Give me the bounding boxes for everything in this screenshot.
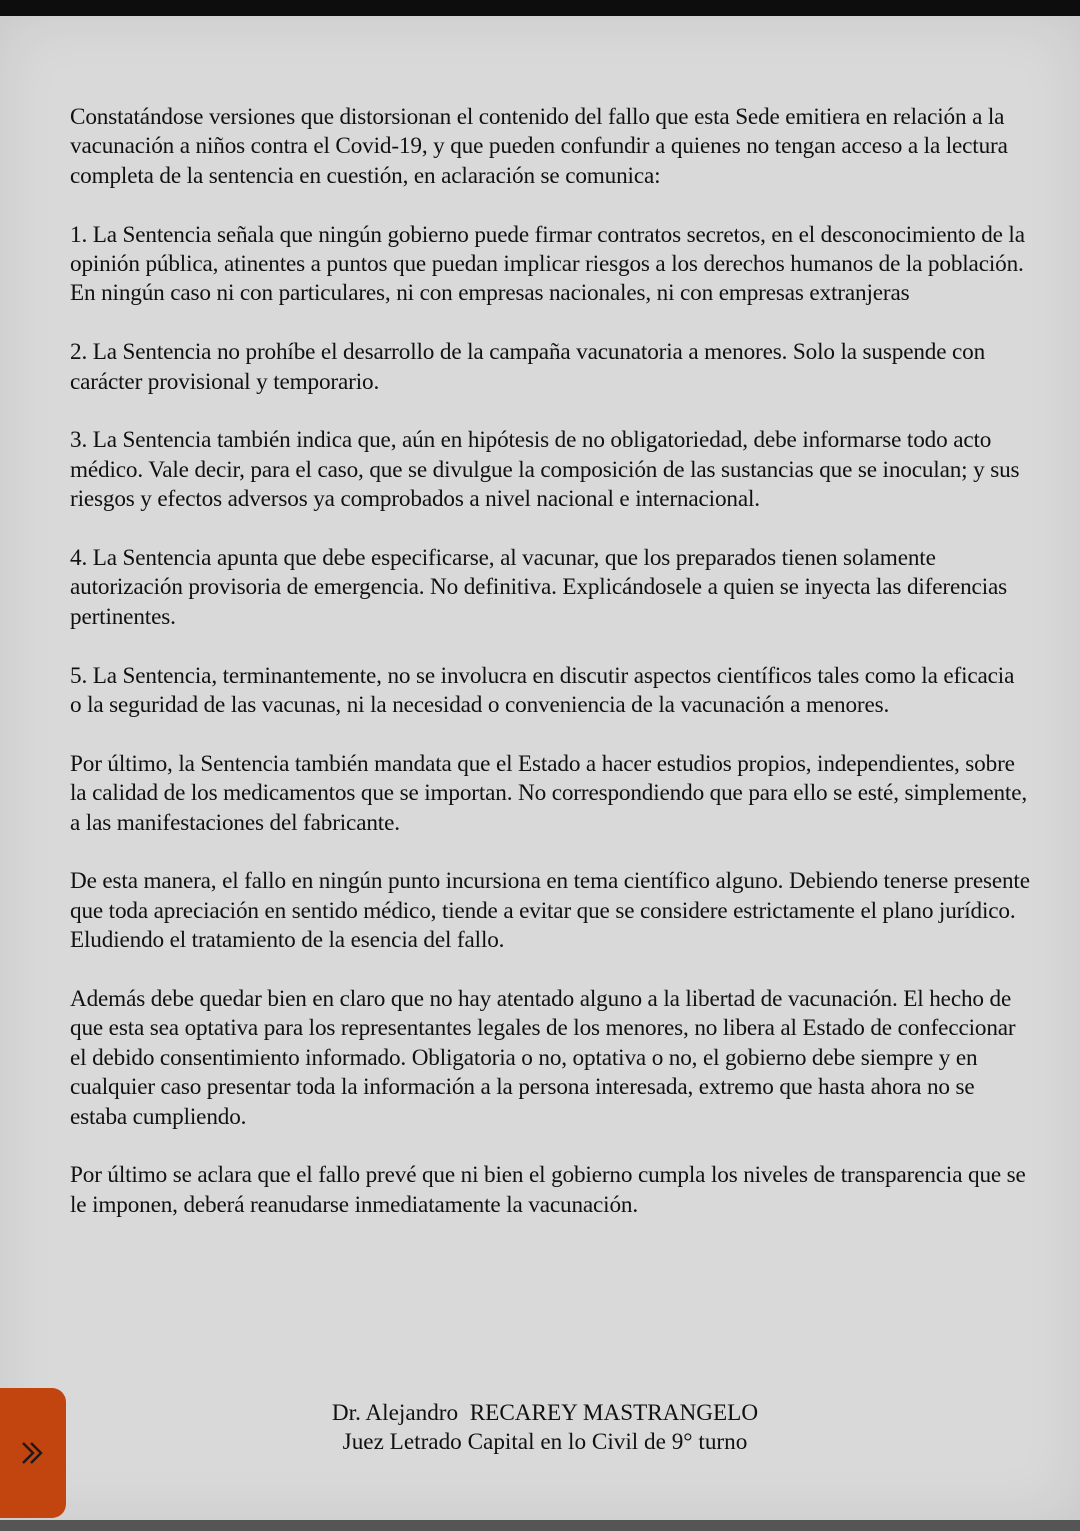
document-body <box>70 103 1030 1250</box>
paragraph-cientifico: De esta manera, el fallo en ningún punto incursiona en tema científico alguno. Debiendo tenerse presente que toda apreciación en sentido médico, tiende a evitar que se considere estrictamente el plano jurídico. Eludiendo el tratamiento de la esencia del fallo. <box>70 868 1030 954</box>
paragraph-point-1: 1. La Sentencia señala que ningún gobierno puede firmar contratos secretos, en el desconocimiento de la opinión pública, atinentes a puntos que puedan implicar riesgos a los derechos humanos de la población. En ningún caso ni con particulares, ni con empresas nacionales, ni con empresas extranjeras <box>70 221 1025 307</box>
top-bar <box>0 0 1080 16</box>
bottom-bar <box>0 1520 1080 1531</box>
paragraph-estudios: Por último, la Sentencia también mandata que el Estado a hacer estudios propios, independientes, sobre la calidad de los medicamentos que se importan. No correspondiendo que para ello se esté, simplemente, a las manifestaciones del fabricante. <box>70 750 1027 836</box>
signature-block <box>250 1399 840 1458</box>
paragraph-libertad: Además debe quedar bien en claro que no hay atentado alguno a la libertad de vacunación. El hecho de que esta sea optativa para los representantes legales de los menores, no libera al Estado de confeccionar el debido consentimiento informado. Obligatoria o no, optativa o no, el gobierno debe siempre y en cualquier caso presentar toda la información a la persona interesada, extremo que hasta ahora no se estaba cumpliendo. <box>70 986 1016 1130</box>
paragraph-point-3: 3. La Sentencia también indica que, aún en hipótesis de no obligatoriedad, debe informarse todo acto médico. Vale decir, para el caso, que se divulgue la composición de las sustancias que se inoculan; y sus riesgos y efectos adversos ya comprobados a nivel nacional e internacional. <box>70 427 1020 513</box>
signature-title: Juez Letrado Capital en lo Civil de 9° turno <box>342 1429 748 1456</box>
double-chevron-right-icon <box>18 1438 48 1468</box>
paragraph-point-4: 4. La Sentencia apunta que debe especificarse, al vacunar, que los preparados tienen solamente autorización provisoria de emergencia. No definitiva. Explicándosele a quien se inyecta las diferencias pertinentes. <box>70 545 1008 630</box>
document-page <box>0 16 1080 1520</box>
paragraph-conclusion: Por último se aclara que el fallo prevé que ni bien el gobierno cumpla los niveles de transparencia que se le imponen, deberá reanudarse inmediatamente la vacunación. <box>70 1162 1026 1218</box>
next-page-button[interactable] <box>0 1388 66 1518</box>
paragraph-point-5: 5. La Sentencia, terminantemente, no se involucra en discutir aspectos científicos tales como la eficacia o la seguridad de las vacunas, ni la necesidad o conveniencia de la vacunación a menores. <box>70 662 1015 719</box>
paragraph-point-2: 2. La Sentencia no prohíbe el desarrollo de la campaña vacunatoria a menores. Solo la suspende con carácter provisional y temporario. <box>70 339 986 395</box>
signature-name: Dr. Alejandro RECAREY MASTRANGELO <box>331 1400 759 1426</box>
paragraph-intro: Constatándose versiones que distorsionan el contenido del fallo que esta Sede emitiera en relación a la vacunación a niños contra el Covid-19, y que pueden confundir a quienes no tengan acceso a la lectura completa de la sentencia en cuestión, en aclaración se comunica: <box>70 104 1008 189</box>
